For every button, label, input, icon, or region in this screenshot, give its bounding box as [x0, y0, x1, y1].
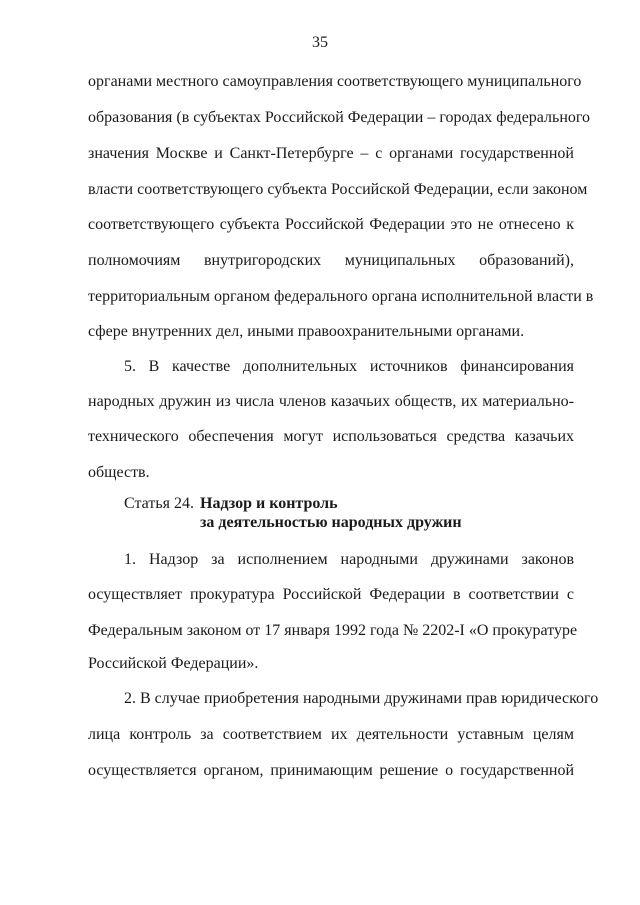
item-1-line: 1. Надзор за исполнением народными дружинами законов — [124, 551, 574, 568]
paragraph-line: территориальным органом федерального органа исполнительной власти в — [88, 288, 594, 305]
item-5-line: 5. В качестве дополнительных источников финансирования — [124, 358, 574, 375]
item-2-line: осуществляется органом, принимающим решение о государственной — [88, 762, 574, 779]
item-5-line: народных дружин из числа членов казачьих обществ, их материально- — [88, 393, 574, 410]
paragraph-line: соответствующего субъекта Российской Федерации это не отнесено к — [88, 216, 574, 233]
article-title-line-2: за деятельностью народных дружин — [200, 514, 462, 531]
paragraph-line: значения Москве и Санкт-Петербурге – с органами государственной — [88, 145, 574, 162]
item-2-line: 2. В случае приобретения народными дружинами прав юридического — [124, 690, 599, 707]
item-5-line: технического обеспечения могут использоваться средства казачьих — [88, 428, 574, 445]
paragraph-line: полномочиям внутригородских муниципальных образований), — [88, 252, 574, 269]
article-title-line-1: Надзор и контроль — [200, 495, 338, 512]
page-number: 35 — [312, 34, 328, 51]
item-5-line: обществ. — [88, 464, 150, 481]
item-1-line: осуществляет прокуратура Российской Федерации в соответствии с — [88, 586, 574, 603]
paragraph-line: сфере внутренних дел, иными правоохранительными органами. — [88, 323, 525, 340]
item-1-line: Федеральным законом от 17 января 1992 года № 2202-I «О прокуратуре — [88, 622, 578, 639]
paragraph-line: власти соответствующего субъекта Российской Федерации, если законом — [88, 181, 588, 198]
article-number: Статья 24. — [124, 495, 194, 512]
item-2-line: лица контроль за соответствием их деятельности уставным целям — [88, 726, 574, 743]
paragraph-line: органами местного самоуправления соответствующего муниципального — [88, 73, 582, 90]
paragraph-line: образования (в субъектах Российской Федерации – городах федерального — [88, 109, 591, 126]
item-1-line: Российской Федерации». — [88, 655, 259, 672]
